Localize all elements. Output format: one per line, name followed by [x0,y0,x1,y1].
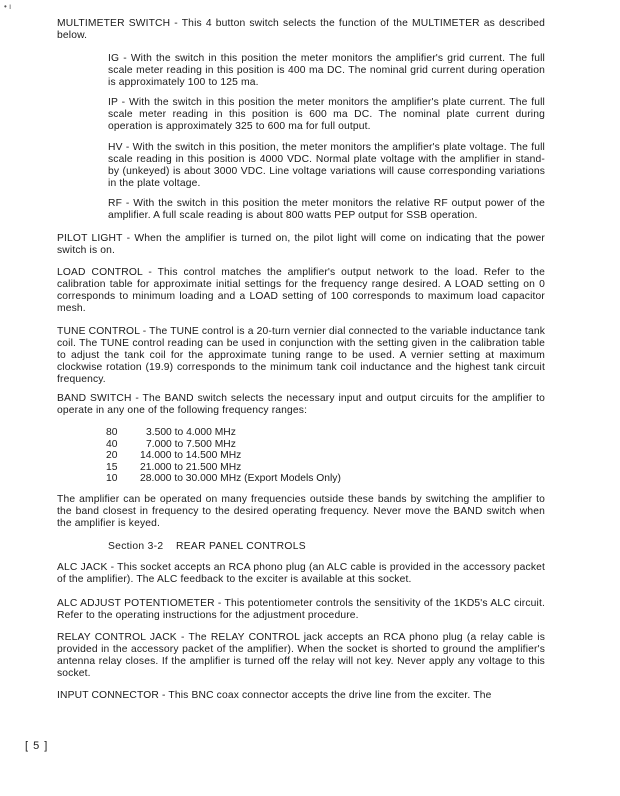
band-number: 40 [106,438,118,450]
band-table [106,427,341,485]
ip-paragraph: IP - With the switch in this position the meter monitors the amplifier's plate current. The full scale meter reading in this position is 600 ma DC. The nominal plate current during operation is approximately 325 to 600 ma for full output. [108,97,545,132]
band-row [106,439,341,451]
band-range: 28.000 to 30.000 MHz (Export Models Only) [140,473,341,485]
page-number: [ 5 ] [25,740,49,752]
band-number: 80 [106,427,118,438]
alc-jack-paragraph: ALC JACK - This socket accepts an RCA phono plug (an ALC cable is provided in the accessory packet of the amplifier). The ALC feedback to the exciter is available at this socket. [57,562,545,585]
rf-paragraph: RF - With the switch in this position the meter monitors the relative RF output power of the amplifier. A full scale reading is about 800 watts PEP output for SSB operation. [108,198,545,221]
band-outside-paragraph: The amplifier can be operated on many frequencies outside these bands by switching the amplifier to the band closest in frequency to the desired operating frequency. Never move the BAND switch when the amplifier is keyed. [57,494,545,529]
band-range: 7.000 to 7.500 MHz [146,438,236,450]
band-number: 10 [106,473,118,485]
band-row [106,427,341,439]
load-control-paragraph: LOAD CONTROL - This control matches the amplifier's output network to the load. Refer to the calibration table for approximate initial settings for the frequency range desired. A LOAD setting on 0 corresponds to minimum loading and a LOAD setting of 100 corresponds to maximum load capacitor mesh. [57,267,545,314]
ig-paragraph: IG - With the switch in this position the meter monitors the amplifier's grid current. The full scale meter reading in this position is 400 ma DC. The nominal grid current during operation is approximately 100 to 125 ma. [108,53,545,88]
pilot-light-paragraph: PILOT LIGHT - When the amplifier is turned on, the pilot light will come on indicating that the power switch is on. [57,233,545,256]
band-row [106,473,341,485]
band-row [106,450,341,462]
band-number: 20 [106,450,118,462]
relay-control-paragraph: RELAY CONTROL JACK - The RELAY CONTROL jack accepts an RCA phono plug (a relay cable is provided in the accessory packet of the amplifier). When the socket is shorted to ground the amplifier's antenna relay closes. If the amplifier is turned off the relay will not key. Never apply any voltage to this socket. [57,632,545,679]
hv-paragraph: HV - With the switch in this position, the meter monitors the amplifier's plate voltage. The full scale reading in this position is 4000 VDC. Normal plate voltage with the amplifier in stand-by (unkeyed) is about 3000 VDC. Line voltage variations will cause corresponding variations in the plate voltage. [108,142,545,189]
alc-adjust-paragraph: ALC ADJUST POTENTIOMETER - This potentiometer controls the sensitivity of the 1KD5's ALC circuit. Refer to the operating instructions for the adjustment procedure. [57,598,545,621]
band-range: 21.000 to 21.500 MHz [140,461,242,473]
band-range: 3.500 to 4.000 MHz [146,427,236,438]
band-row [106,462,341,474]
tune-control-paragraph: TUNE CONTROL - The TUNE control is a 20-turn vernier dial connected to the variable inductance tank coil. The TUNE control reading can be used in conjunction with the setting given in the calibration table to adjust the tank coil for the approximate tuning range to be used. A vernier setting at maximum clockwise rotation (19.9) corresponds to the minimum tank coil inductance and the highest tank circuit frequency. [57,326,545,385]
band-number: 15 [106,461,118,473]
input-connector-paragraph: INPUT CONNECTOR - This BNC coax connector accepts the drive line from the exciter. The [57,690,492,701]
section-heading: Section 3-2 REAR PANEL CONTROLS [108,541,306,552]
band-switch-paragraph: BAND SWITCH - The BAND switch selects the necessary input and output circuits for the amplifier to operate in any one of the following frequency ranges: [57,393,545,416]
scan-mark: • ı [4,2,12,11]
multimeter-switch-paragraph: MULTIMETER SWITCH - This 4 button switch selects the function of the MULTIMETER as described below. [57,18,545,41]
band-range: 14.000 to 14.500 MHz [140,450,242,462]
